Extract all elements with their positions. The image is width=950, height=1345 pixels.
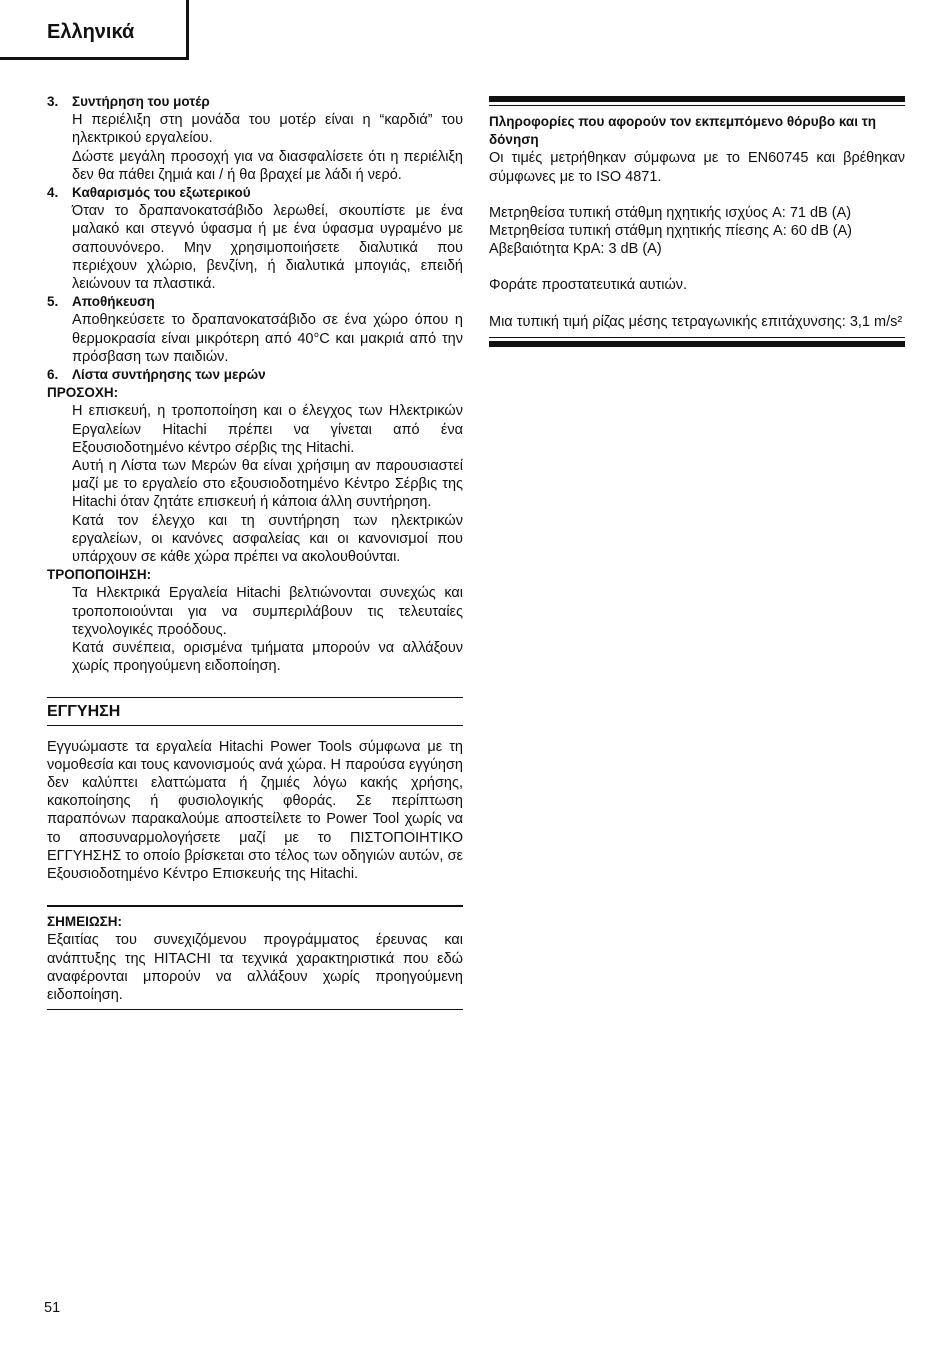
item-paragraph: Η περιέλιξη στη μονάδα του μοτέρ είναι η “καρδιά” του ηλεκτρικού εργαλείου. [72,112,463,147]
modification-body [47,584,463,675]
modification-paragraph: Κατά συνέπεια, ορισμένα τμήματα μπορούν να αλλάξουν χωρίς προηγούμενη ειδοποίηση. [72,640,463,675]
note-text: Εξαιτίας του συνεχιζόμενου προγράμματος έρευνας και ανάπτυξης της HITACHI τα τεχνικά χαρακτηριστικά που εδώ αναφέρονται μπορούν να αλλάξουν χωρίς προηγούμενη ειδοποίηση. [47,932,463,1003]
right-column [489,93,905,347]
page-number: 51 [44,1300,61,1316]
note-divider-bottom [47,1009,463,1010]
language-label: Ελληνικά [47,21,135,43]
caution-body [47,402,463,566]
maintenance-item-cleaning [47,184,463,293]
language-tab [0,0,189,60]
item-number: 5. [47,294,59,310]
note-label: ΣΗΜΕΙΩΣΗ: [47,914,123,930]
noise-measurement-power: Μετρηθείσα τυπική στάθμη ηχητικής ισχύος A: 71 dB (A) [489,204,852,221]
vibration-value: Μια τυπική τιμή ρίζας μέσης τετραγωνικής επιτάχυνσης: 3,1 m/s² [489,313,903,330]
warranty-divider-top [47,697,463,698]
noise-measurements [489,204,905,259]
noise-box-rule-top-thick [489,96,905,102]
item-heading: Λίστα συντήρησης των μερών [72,367,266,383]
item-paragraph: Όταν το δραπανοκατσάβιδο λερωθεί, σκουπίστε με ένα μαλακό και στεγνό ύφασμα ή με ένα ύφασμα υγραμένο με σαπουνόνερο. Μην χρησιμοποιήσετε διαλυτικά που περιέχουν χλώριο, βενζίνη, ή διαλυτικά μπογιάς, επειδή λειώνουν τα πλαστικά. [72,203,463,293]
noise-box-rule-top-thin [489,105,905,106]
noise-box-rule-bottom-thick [489,341,905,347]
caution-paragraph: Αυτή η Λίστα των Μερών θα είναι χρήσιμη αν παρουσιαστεί μαζί με το εργαλείο στο εξουσιοδοτημένο Κέντρο Σέρβις της Hitachi όταν ζητάτε επισκευή ή κάποια άλλη συντήρηση. [72,458,463,511]
modification-paragraph: Τα Ηλεκτρικά Εργαλεία Hitachi βελτιώνονται συνεχώς και τροποποιούνται για να συμπεριλάβουν τις τελευταίες τεχνολογικές προόδους. [72,585,463,638]
item-paragraph: Δώστε μεγάλη προσοχή για να διασφαλίσετε ότι η περιέλιξη δεν θα πάθει ζημιά και / ή θα βραχεί με λάδι ή νερό. [72,148,463,183]
item-heading: Αποθήκευση [72,294,155,310]
noise-measurement-uncertainty: Αβεβαιότητα KpA: 3 dB (A) [489,241,662,258]
warranty-divider-bottom [47,725,463,726]
caution-label: ΠΡΟΣΟΧΗ: [47,385,119,401]
maintenance-item-storage [47,293,463,366]
item-heading: Καθαρισμός του εξωτερικού [72,185,251,201]
ear-protection-note: Φοράτε προστατευτικά αυτιών. [489,277,688,294]
maintenance-item-motor [47,93,463,184]
warranty-text: Εγγυώμαστε τα εργαλεία Hitachi Power Tools σύμφωνα με τη νομοθεσία και τους κανονισμούς ανά χώρα. Η παρούσα εγγύηση δεν καλύπτει ελαττώματα ή ζημιές λόγω κακής χρήσης, κακοποίησης ή φυσιολογικής φθοράς. Σε περίπτωση παραπόνων παρακαλούμε αποστείλετε το Power Tool χωρίς να το αποσυναρμολογήσετε μαζί με το ΠΙΣΤΟΠΟΙΗΤΙΚΟ ΕΓΓΥΗΣΗΣ το οποίο βρίσκεται στο τέλος των οδηγιών αυτών, σε Εξουσιοδοτημένο Κέντρο Επισκευής της Hitachi. [47,738,463,882]
warranty-title: ΕΓΓΥΗΣΗ [47,702,121,720]
item-number: 6. [47,367,59,383]
modification-label: ΤΡΟΠΟΠΟΙΗΣΗ: [47,567,152,583]
item-number: 3. [47,94,59,109]
note-divider-top [47,905,463,907]
item-paragraph: Αποθηκεύσετε το δραπανοκατσάβιδο σε ένα χώρο όπου η θερμοκρασία είναι μικρότερη από 40°C και μακριά από την πρόσβαση των παιδιών. [72,312,463,365]
item-number: 4. [47,185,59,201]
noise-box-rule-bottom-thin [489,337,905,338]
noise-heading: Πληροφορίες που αφορούν τον εκπεμπόμενο θόρυβο και τη δόνηση [489,114,877,148]
noise-intro: Οι τιμές μετρήθηκαν σύμφωνα με το EN60745 και βρέθηκαν σύμφωνες με το ISO 4871. [489,150,905,185]
noise-measurement-pressure: Μετρηθείσα τυπική στάθμη ηχητικής πίεσης A: 60 dB (A) [489,223,853,240]
caution-paragraph: Κατά τον έλεγχο και τη συντήρηση των ηλεκτρικών εργαλείων, οι κανόνες ασφαλείας και οι κανονισμοί που υπάρχουν σε κάθε χώρα πρέπει να ακολουθούνται. [72,512,463,566]
item-heading: Συντήρηση του μοτέρ [72,94,210,109]
maintenance-item-parts-list [47,366,463,384]
caution-paragraph: Η επισκευή, η τροποποίηση και ο έλεγχος των Ηλεκτρικών Εργαλείων Hitachi πρέπει να γίνεται από ένα Εξουσιοδοτημένο κέντρο σέρβις της Hitachi. [72,403,463,456]
left-column [47,93,463,1010]
